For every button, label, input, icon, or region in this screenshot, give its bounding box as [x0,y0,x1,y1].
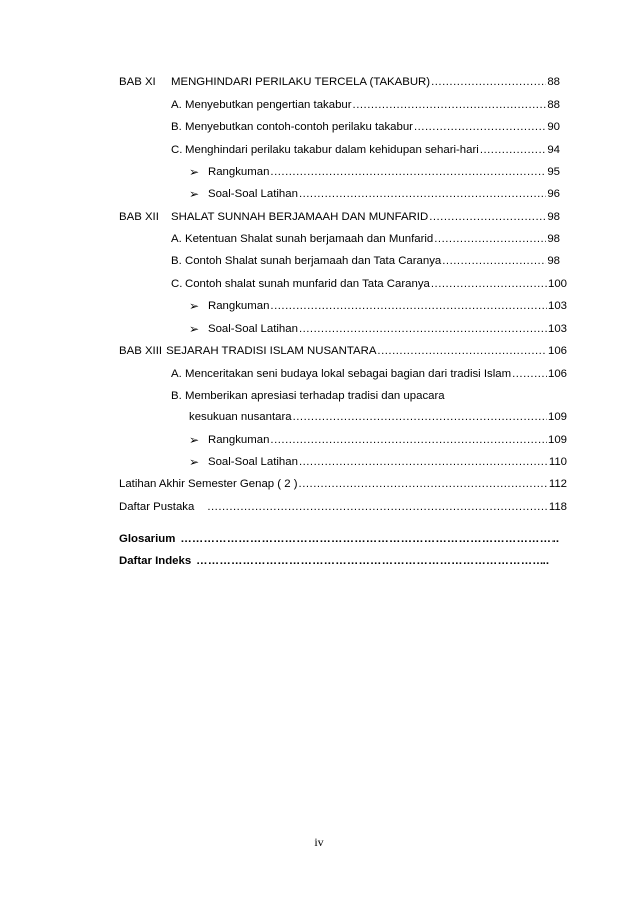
page-ref: 106 [547,345,567,357]
page-ref: 96 [547,188,560,200]
page-ref: 106 [547,368,567,380]
page-ref: 98 [547,233,560,245]
item-title: Contoh shalat sunah munfarid dan Tata Caranya [185,278,430,290]
item-title: Soal-Soal Latihan [208,188,298,200]
item-title: Menyebutkan pengertian takabur [185,99,352,111]
toc-entry-bab-11-rangkuman[interactable] [189,165,560,179]
page-ref: 95 [547,166,560,178]
toc-entry-bab-11-c[interactable] [171,143,560,157]
page-ref: 103 [547,323,567,335]
arrow-bullet-icon: ➢ [189,187,200,201]
item-marker: B. [171,390,182,402]
page-ref: 90 [547,121,560,133]
toc-entry-bab-12-b[interactable] [171,254,560,268]
page-ref: 109 [547,434,567,446]
dot-leader [299,455,548,469]
toc-entry-bab-13-soal[interactable] [189,455,567,469]
item-title: Soal-Soal Latihan [208,323,298,335]
toc-entry-bab-13-rangkuman[interactable] [189,433,567,447]
dot-leader [180,532,552,546]
item-title: Menceritakan seni budaya lokal sebagai bagian dari tradisi Islam [185,368,512,380]
arrow-bullet-icon: ➢ [189,433,200,447]
toc-entry-bab-13-b-continued[interactable] [189,410,567,424]
dot-leader [293,410,547,424]
item-title: Rangkuman [208,300,270,312]
dot-leader [270,299,547,313]
dot-leader [480,143,547,157]
item-marker: A. [171,99,182,111]
toc-entry-bab-11-soal[interactable] [189,187,560,201]
toc-entry-bab-11-b[interactable] [171,120,560,134]
item-title: Contoh Shalat sunah berjamaah dan Tata Caranya [185,255,442,267]
toc-entry-daftar-pustaka[interactable] [119,500,567,514]
dot-leader [377,344,547,358]
dot-leader [270,433,547,447]
page-number: iv [314,835,324,849]
item-title: Memberikan apresiasi terhadap tradisi dan upacara [185,390,445,402]
arrow-bullet-icon: ➢ [189,299,200,313]
dot-leader [299,322,547,336]
page-ref: 88 [547,99,560,111]
chapter-title: MENGHINDARI PERILAKU TERCELA (TAKABUR) [171,76,431,88]
item-marker: A. [171,233,182,245]
item-marker: B. [171,121,182,133]
toc-entry-bab-12-a[interactable] [171,232,560,246]
item-title: Daftar Pustaka [119,501,195,513]
toc-entry-bab-12-c[interactable] [171,277,567,291]
dot-leader [299,187,546,201]
page-ref: 112 [548,478,567,490]
item-marker: A. [171,368,182,380]
arrow-bullet-icon: ➢ [189,322,200,336]
chapter-title: SEJARAH TRADISI ISLAM NUSANTARA [166,345,377,357]
item-title: Rangkuman [208,434,270,446]
item-marker: C. [171,278,183,290]
item-title: Daftar Indeks [119,555,192,567]
page-ref: 110 [548,456,567,468]
item-marker: C. [171,144,183,156]
page-ref: 109 [547,411,567,423]
dot-leader [299,477,548,491]
toc-entry-bab-11[interactable] [119,75,560,89]
toc-entry-glosarium[interactable] [119,532,559,546]
dot-leader [353,98,547,112]
chapter-number: BAB XI [119,76,156,88]
toc-entry-bab-12-soal[interactable] [189,322,567,336]
arrow-bullet-icon: ➢ [189,165,200,179]
trailing-dots: .. [542,555,549,567]
item-title: Rangkuman [208,166,270,178]
toc-entry-bab-13-a[interactable] [171,367,567,381]
toc-entry-daftar-indeks[interactable] [119,554,549,568]
dot-leader [442,254,546,268]
page-ref: 98 [547,211,560,223]
dot-leader [431,75,546,89]
page-ref: 98 [547,255,560,267]
chapter-number: BAB XII [119,211,159,223]
item-title: Latihan Akhir Semester Genap ( 2 ) [119,478,298,490]
dot-leader [196,554,542,568]
page-ref: 103 [547,300,567,312]
dot-leader [414,120,546,134]
item-marker: B. [171,255,182,267]
dot-leader [429,210,546,224]
toc-entry-bab-13[interactable] [119,344,567,358]
toc-entry-latihan-akhir[interactable] [119,477,567,491]
toc-entry-bab-12-rangkuman[interactable] [189,299,567,313]
chapter-number: BAB XIII [119,345,163,357]
trailing-dots: .. [552,533,559,545]
toc-entry-bab-12[interactable] [119,210,560,224]
chapter-title: SHALAT SUNNAH BERJAMAAH DAN MUNFARID [171,211,429,223]
dot-leader [434,232,546,246]
toc-entry-bab-13-b[interactable] [171,389,567,403]
dot-leader [512,367,547,381]
page-ref: 100 [547,278,567,290]
dot-leader [207,500,547,514]
item-title: kesukuan nusantara [189,411,292,423]
item-title: Glosarium [119,533,176,545]
page-ref: 94 [547,144,560,156]
item-title: Ketentuan Shalat sunah berjamaah dan Munfarid [185,233,434,245]
arrow-bullet-icon: ➢ [189,455,200,469]
toc-entry-bab-11-a[interactable] [171,98,560,112]
item-title: Menyebutkan contoh-contoh perilaku takabur [185,121,413,133]
item-title: Menghindari perilaku takabur dalam kehidupan sehari-hari [185,144,479,156]
item-title: Soal-Soal Latihan [208,456,298,468]
dot-leader [431,277,547,291]
dot-leader [270,165,546,179]
page-ref: 88 [547,76,560,88]
page-ref: 118 [548,501,567,513]
